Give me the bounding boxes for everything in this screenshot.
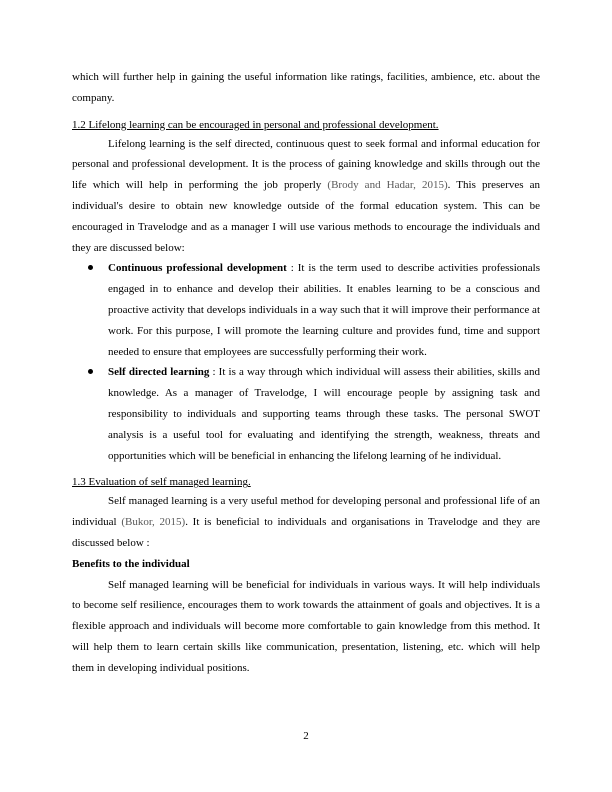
- bullet-icon: [88, 265, 93, 270]
- bullet-term: Self directed learning: [108, 366, 210, 379]
- document-page: [72, 67, 540, 679]
- benefits-paragraph: Self managed learning will be beneficial for individuals in various ways. It will help individuals to become self resilience, encourages them to work towards the attainment of goals and objectives. It is a flexible approach and individuals will become more comfortable to gain knowledge from this method. It will help them to learn certain skills like communication, presentation, listening, etc. which will help them in developing individual positions.: [72, 578, 540, 674]
- citation: (Brody and Hadar, 2015): [327, 179, 448, 192]
- bullet-text: : It is a way through which individual will assess their abilities, skills and knowledge. As a manager of Travelodge, I will encourage people by assigning task and responsibility to individuals and supporting teams through these tasks. The personal SWOT analysis is a useful tool for evaluating and identifying the strength, weakness, threats and opportunities which will be beneficial in enhancing the lifelong learning of he individual.: [108, 366, 540, 462]
- intro-paragraph: which will further help in gaining the useful information like ratings, facilities, ambience, etc. about the company.: [72, 71, 540, 104]
- subheading-benefits-individual: Benefits to the individual: [72, 557, 190, 570]
- bullet-icon: [88, 369, 93, 374]
- page-number: 2: [303, 730, 309, 742]
- paragraph-text: . This preserves an individual's desire to obtain new knowledge outside of the formal education system. This can be encouraged in Travelodge and as a manager I will use various methods to encourage the individuals and they are discussed below:: [72, 179, 541, 254]
- methods-list: [72, 258, 540, 466]
- paragraph-text: Lifelong learning is the self directed, continuous quest to seek formal and informal education for personal and professional development. It is the process of gaining knowledge and skills through out the life which will help in performing the job properly: [72, 137, 540, 192]
- bullet-text: : It is the term used to describe activities professionals engaged in to enhance and develop their abilities. It enables learning to be a conscious and proactive activity that develops individuals in a way such that it will improve their performance at work. For this purpose, I will promote the learning culture and provides fund, time and support needed to ensure that employees are successfully performing their work.: [108, 262, 540, 358]
- paragraph-text: Self managed learning is a very useful method for developing personal and professional life of an individual: [72, 495, 540, 529]
- paragraph-text: . It is beneficial to individuals and organisations in Travelodge and they are discussed below :: [72, 516, 541, 549]
- section-heading-1-3: 1.3 Evaluation of self managed learning.: [72, 476, 251, 489]
- bullet-term: Continuous professional development: [108, 262, 287, 275]
- citation: (Bukor, 2015): [121, 516, 186, 529]
- section-heading-1-2: 1.2 Lifelong learning can be encouraged in personal and professional development.: [72, 118, 439, 131]
- list-item: [72, 258, 540, 362]
- self-managed-learning-paragraph: [72, 491, 540, 553]
- list-item: [72, 362, 540, 466]
- lifelong-learning-paragraph: [72, 134, 540, 259]
